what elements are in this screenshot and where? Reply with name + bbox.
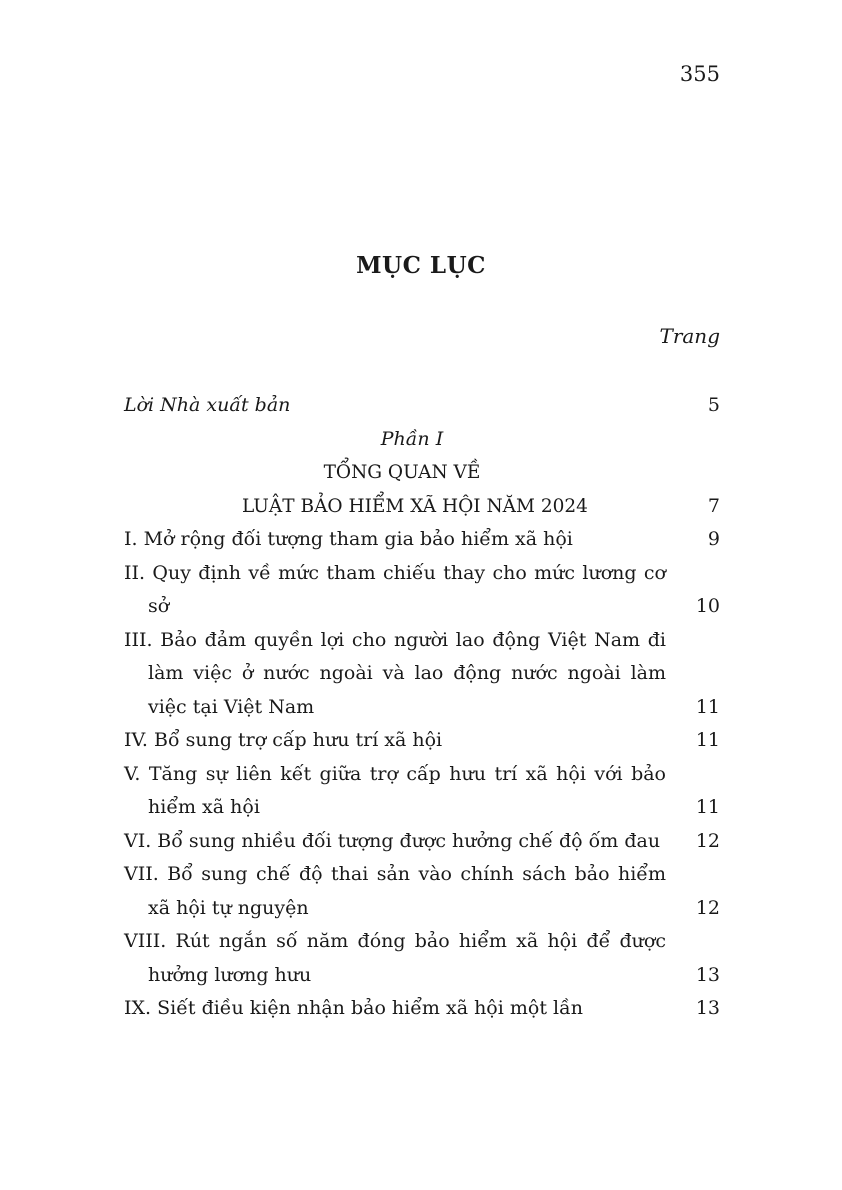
toc-entry[interactable] (124, 825, 720, 859)
toc-entry-page: 7 (707, 494, 720, 517)
toc-entry-page: 9 (707, 528, 720, 550)
toc-entry-title: IX. Siết điều kiện nhận bảo hiểm xã hội một lần (124, 997, 583, 1019)
toc-entry[interactable] (124, 992, 720, 1026)
toc-entry[interactable] (124, 724, 720, 758)
toc-entry[interactable] (124, 858, 720, 925)
toc-entry-page: 11 (695, 796, 720, 818)
toc-entry-title: II. Quy định về mức tham chiếu thay cho mức lương cơ sở (124, 561, 666, 617)
toc-entry[interactable] (124, 557, 720, 624)
toc-entry-page: 10 (695, 595, 720, 617)
part-heading-line1: TỔNG QUAN VỀ (323, 462, 481, 483)
table-of-contents (124, 389, 720, 1026)
toc-entry-title: VI. Bổ sung nhiều đối tượng được hưởng chế độ ốm đau (124, 829, 661, 852)
toc-entry-title: VII. Bổ sung chế độ thai sản vào chính sách bảo hiểm xã hội tự nguyện (124, 863, 666, 919)
toc-entry-page: 5 (707, 394, 720, 416)
toc-entry-page: 13 (695, 963, 720, 986)
part-label: Phần I (380, 427, 444, 450)
toc-entry[interactable] (124, 925, 720, 992)
toc-entry-part[interactable] (124, 490, 720, 524)
part-heading-line2: LUẬT BẢO HIỂM XÃ HỘI NĂM 2024 (242, 495, 588, 517)
page-column-label: Trang (659, 324, 720, 348)
toc-entry-page: 11 (695, 729, 720, 751)
page-number: 355 (679, 62, 720, 86)
toc-entry-title: V. Tăng sự liên kết giữa trợ cấp hưu trí xã hội với bảo hiểm xã hội (124, 762, 666, 818)
toc-entry-page: 13 (695, 997, 720, 1019)
toc-entry[interactable] (124, 523, 720, 557)
toc-entry-title: III. Bảo đảm quyền lợi cho người lao động Việt Nam đi làm việc ở nước ngoài và lao động nước ngoài làm việc tại Việt Nam (124, 628, 666, 718)
toc-entry[interactable] (124, 758, 720, 825)
toc-title: MỤC LỤC (356, 252, 486, 279)
toc-entry-page: 12 (695, 896, 720, 919)
toc-entry-page: 11 (695, 695, 720, 718)
toc-entry[interactable] (124, 624, 720, 725)
toc-entry-page: 12 (695, 829, 720, 852)
toc-entry-title: I. Mở rộng đối tượng tham gia bảo hiểm xã hội (124, 528, 573, 550)
toc-entry-front-matter[interactable] (124, 389, 720, 423)
toc-entry-title: VIII. Rút ngắn số năm đóng bảo hiểm xã hội để được hưởng lương hưu (124, 930, 666, 986)
toc-entry-title: Lời Nhà xuất bản (124, 394, 291, 416)
toc-entry-title: IV. Bổ sung trợ cấp hưu trí xã hội (124, 729, 443, 751)
